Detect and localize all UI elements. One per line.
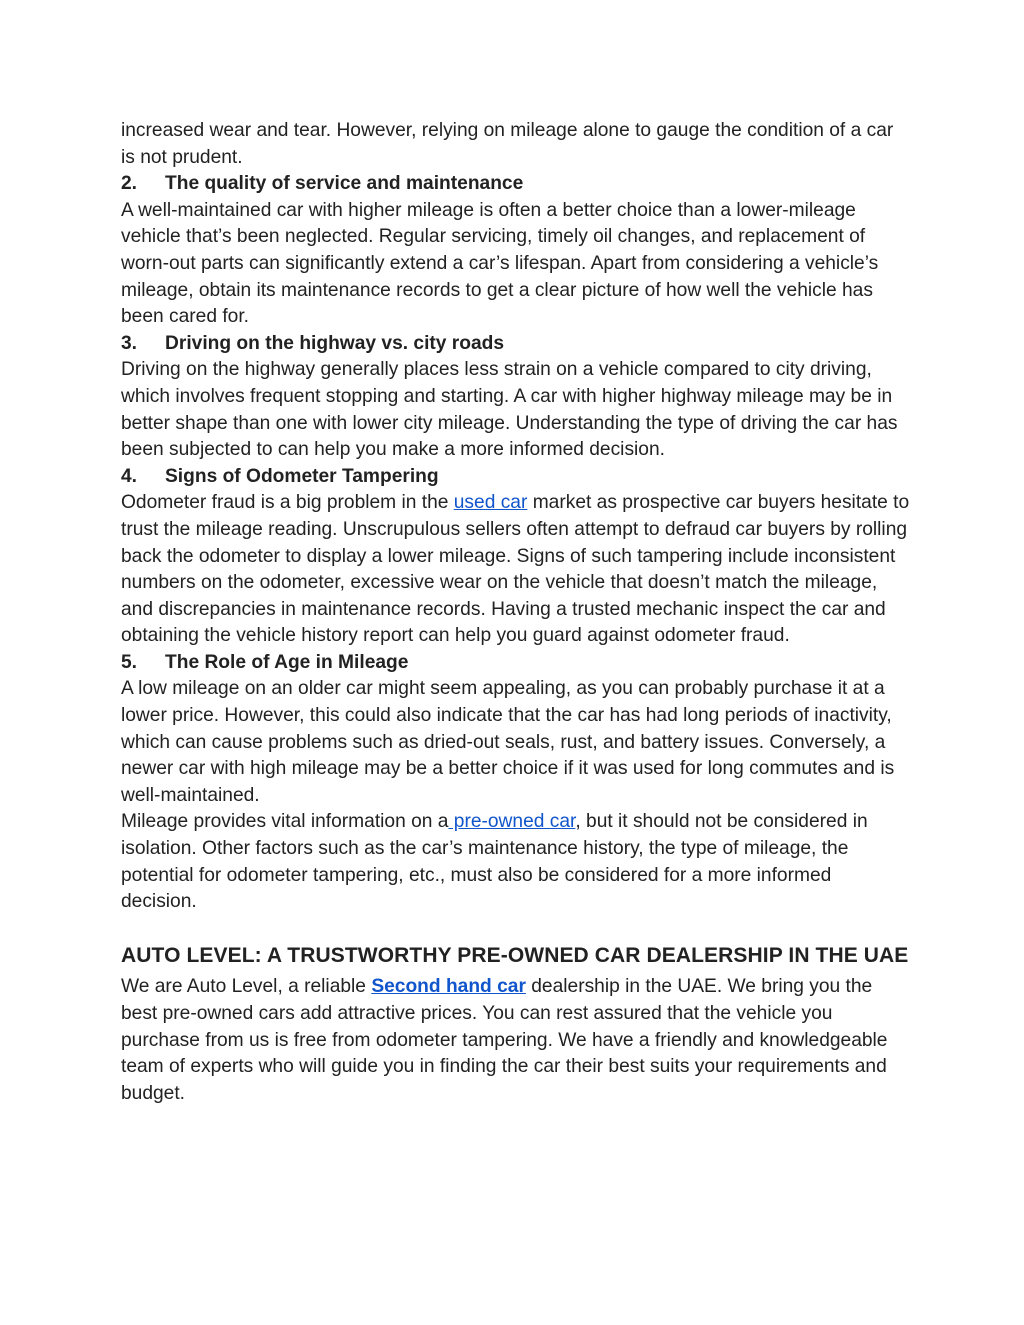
list-item-title: The Role of Age in Mileage: [165, 651, 409, 673]
document-page: [121, 118, 911, 1107]
second-hand-car-link[interactable]: Second hand car: [371, 976, 526, 998]
list-item-title: Signs of Odometer Tampering: [165, 465, 439, 487]
list-item-number: 5.: [121, 651, 138, 673]
body-text: market as prospective car buyers hesitate to trust the mileage reading. Unscrupulous sellers often attempt to defraud car buyers by rolling back the odometer to display a lower mileage. Signs of such tampering include inconsistent numbers on the odometer, excessive wear on the vehicle that doesn’t match the mileage, and discrepancies in maintenance records. Having a trusted mechanic inspect the car and obtaining the vehicle history report can help you guard against odometer fraud.: [121, 492, 910, 647]
list-item-title: The quality of service and maintenance: [165, 173, 524, 195]
list-item-body: Driving on the highway generally places less strain on a vehicle compared to city driving, which involves frequent stopping and starting. A car with higher highway mileage may be in better shape than one with lower city mileage. Understanding the type of driving the car has been subjected to can help you make a more informed decision.: [121, 359, 898, 461]
body-text: We are Auto Level, a reliable: [121, 976, 372, 998]
pre-owned-car-link[interactable]: pre-owned car: [448, 811, 576, 833]
body-text: , but it should not be considered in isolation. Other factors such as the car’s maintenance history, the type of mileage, the potential for odometer tampering, etc., must also be considered for a more informed decision.: [121, 811, 868, 913]
list-item-body: [121, 490, 911, 650]
list-item-heading-5: [121, 650, 911, 677]
list-item-heading-2: [121, 171, 911, 198]
body-text: dealership in the UAE. We bring you the best pre-owned cars add attractive prices. You can rest assured that the vehicle you purchase from us is free from odometer tampering. We have a friendly and knowledgeable team of experts who will guide you in finding the car their best suits your requirements and budget.: [121, 976, 888, 1104]
list-item-body: A well-maintained car with higher mileage is often a better choice than a lower-mileage vehicle that’s been neglected. Regular servicing, timely oil changes, and replacement of worn-out parts can significantly extend a car’s lifespan. Apart from considering a vehicle’s mileage, obtain its maintenance records to get a clear picture of how well the vehicle has been cared for.: [121, 199, 879, 328]
list-item-heading-3: [121, 331, 911, 358]
list-item-number: 3.: [121, 332, 138, 354]
used-car-link[interactable]: used car: [453, 492, 528, 514]
list-item-body: A low mileage on an older car might seem appealing, as you can probably purchase it at a lower price. However, this could also indicate that the car has had long periods of inactivity, which can cause problems such as dried-out seals, rust, and battery issues. Conversely, a newer car with high mileage may be a better choice if it was used for long commutes and is well-maintained.: [121, 678, 895, 806]
list-item-number: 4.: [121, 465, 138, 487]
conclusion-paragraph: [121, 809, 911, 915]
body-text: Odometer fraud is a big problem in the: [121, 492, 454, 514]
list-item-number: 2.: [121, 173, 138, 195]
list-item-heading-4: [121, 464, 911, 491]
intro-paragraph: increased wear and tear. However, relying on mileage alone to gauge the condition of a car is not prudent.: [121, 120, 894, 168]
body-text: Mileage provides vital information on a: [121, 811, 449, 833]
section-heading: AUTO LEVEL: A TRUSTWORTHY PRE-OWNED CAR DEALERSHIP IN THE UAE: [121, 943, 909, 967]
section-paragraph: [121, 974, 911, 1107]
list-item-title: Driving on the highway vs. city roads: [165, 332, 505, 354]
